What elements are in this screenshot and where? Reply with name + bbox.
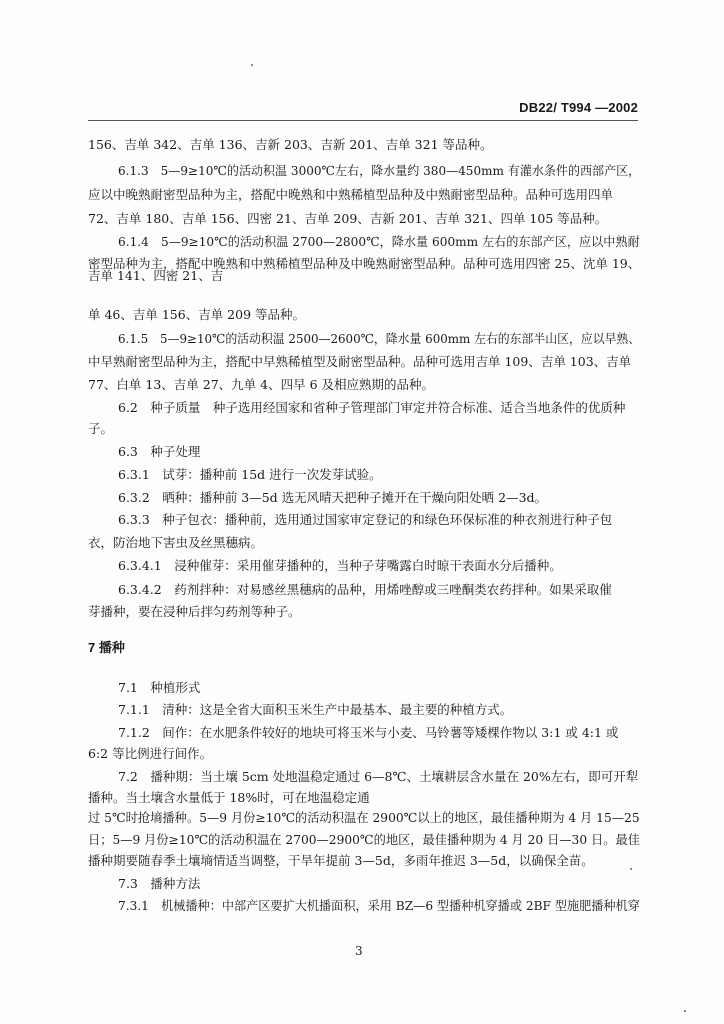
text-line: 6:2 等比例进行间作。 xyxy=(88,746,213,761)
text-line: 77、白单 13、吉单 27、九单 4、四早 6 及相应熟期的品种。 xyxy=(88,377,434,392)
clause-6-3-4-2: 6.3.4.2 药剂拌种：对易感丝黑穗病的品种，用烯唑醇或三唑酮类农药拌种。如果采取催 xyxy=(118,582,612,597)
clause-6-1-5: 6.1.5 5—9≥10℃的活动积温 2500—2600℃，降水量 600mm 左右的东部半山区，应以早熟、 xyxy=(118,331,641,346)
text-line: 子。 xyxy=(88,421,114,436)
text-line: 单 46、吉单 156、吉单 209 等品种。 xyxy=(88,307,306,322)
text-line: 密型品种为主，搭配中晚熟和中熟稀植型品种及中晚熟耐密型品种。品种可选用四密 25、沈单 19、 xyxy=(88,256,641,271)
clause-6-2: 6.2 种子质量 种子选用经国家和省种子管理部门审定并符合标准、适合当地条件的优质种 xyxy=(118,400,626,415)
clause-6-3-2: 6.3.2 晒种：播种前 3—5d 选无风晴天把种子摊开在干燥向阳处晒 2—3d。 xyxy=(118,490,548,505)
clause-6-3-3: 6.3.3 种子包衣：播种前，选用通过国家审定登记的和绿色环保标准的种衣剂进行种子包 xyxy=(118,512,613,527)
text-line: 72、吉单 180、吉单 156、四密 21、吉单 209、吉新 201、吉单 321、四单 105 等品种。 xyxy=(88,211,608,226)
clause-7-1: 7.1 种植形式 xyxy=(118,680,201,695)
clause-6-1-3: 6.1.3 5—9≥10℃的活动积温 3000℃左右，降水量约 380—450mm 有灌水条件的西部产区， xyxy=(118,163,641,178)
text-line: 中早熟耐密型品种为主，搭配中早熟稀植型及耐密型品种。品种可选用吉单 109、吉单 103、吉单 xyxy=(88,354,632,369)
scan-speck xyxy=(684,1010,686,1012)
clause-7-1-2: 7.1.2 间作：在水肥条件较好的地块可将玉米与小麦、马铃薯等矮棵作物以 3:1 或 4:1 或 xyxy=(118,725,619,740)
text-line: 播种。当土壤含水量低于 18%时，可在地温稳定通 xyxy=(88,790,370,805)
clause-7-3-1: 7.3.1 机械播种：中部产区要扩大机播面积，采用 BZ—6 型播种机穿播或 2BF 型施肥播种机穿 xyxy=(118,898,640,913)
section-7-heading: 7 播种 xyxy=(88,640,125,655)
text-line: 吉单 141、四密 21、吉 xyxy=(88,268,224,283)
clause-6-3-4-1: 6.3.4.1 浸种催芽：采用催芽播种的，当种子芽嘴露白时晾干表面水分后播种。 xyxy=(118,558,562,573)
text-line: 日；5—9 月份≥10℃的活动积温在 2700—2900℃的地区，最佳播种期为 4 月 20 日—30 日。最佳 xyxy=(88,832,640,847)
standard-code-header: DB22/ T994 —2002 xyxy=(519,100,638,115)
clause-6-1-4: 6.1.4 5—9≥10℃的活动积温 2700—2800℃，降水量 600mm 左右的东部产区，应以中熟耐 xyxy=(118,234,640,249)
text-line: 芽播种，要在浸种后拌匀药剂等种子。 xyxy=(88,604,301,619)
text-line: 应以中晚熟耐密型品种为主，搭配中晚熟和中熟稀植型品种及中熟耐密型品种。品种可选用四单 xyxy=(88,187,614,202)
text-line: 156、吉单 342、吉单 136、吉新 203、吉新 201、吉单 321 等品种。 xyxy=(88,137,493,152)
text-line: 衣，防治地下害虫及丝黑穗病。 xyxy=(88,535,264,550)
clause-6-3: 6.3 种子处理 xyxy=(118,444,201,459)
page-number: 3 xyxy=(355,944,363,958)
clause-7-2: 7.2 播种期：当土壤 5cm 处地温稳定通过 6—8℃、土壤耕层含水量在 20%左右，即可开犁 xyxy=(118,769,639,784)
header-rule xyxy=(88,120,638,121)
text-line: 过 5℃时抢墒播种。5—9 月份≥10℃的活动积温在 2900℃以上的地区，最佳播种期为 4 月 15—25 xyxy=(88,810,640,825)
clause-7-1-1: 7.1.1 清种：这是全省大面积玉米生产中最基本、最主要的种植方式。 xyxy=(118,702,513,717)
text-line: 播种期要随春季土壤墒情适当调整，干旱年提前 3—5d，多雨年推迟 3—5d，以确保全苗。 xyxy=(88,853,594,868)
scan-speck xyxy=(630,868,632,870)
scan-speck xyxy=(251,64,253,66)
clause-6-3-1: 6.3.1 试芽：播种前 15d 进行一次发芽试验。 xyxy=(118,467,382,482)
clause-7-3: 7.3 播种方法 xyxy=(118,876,201,891)
